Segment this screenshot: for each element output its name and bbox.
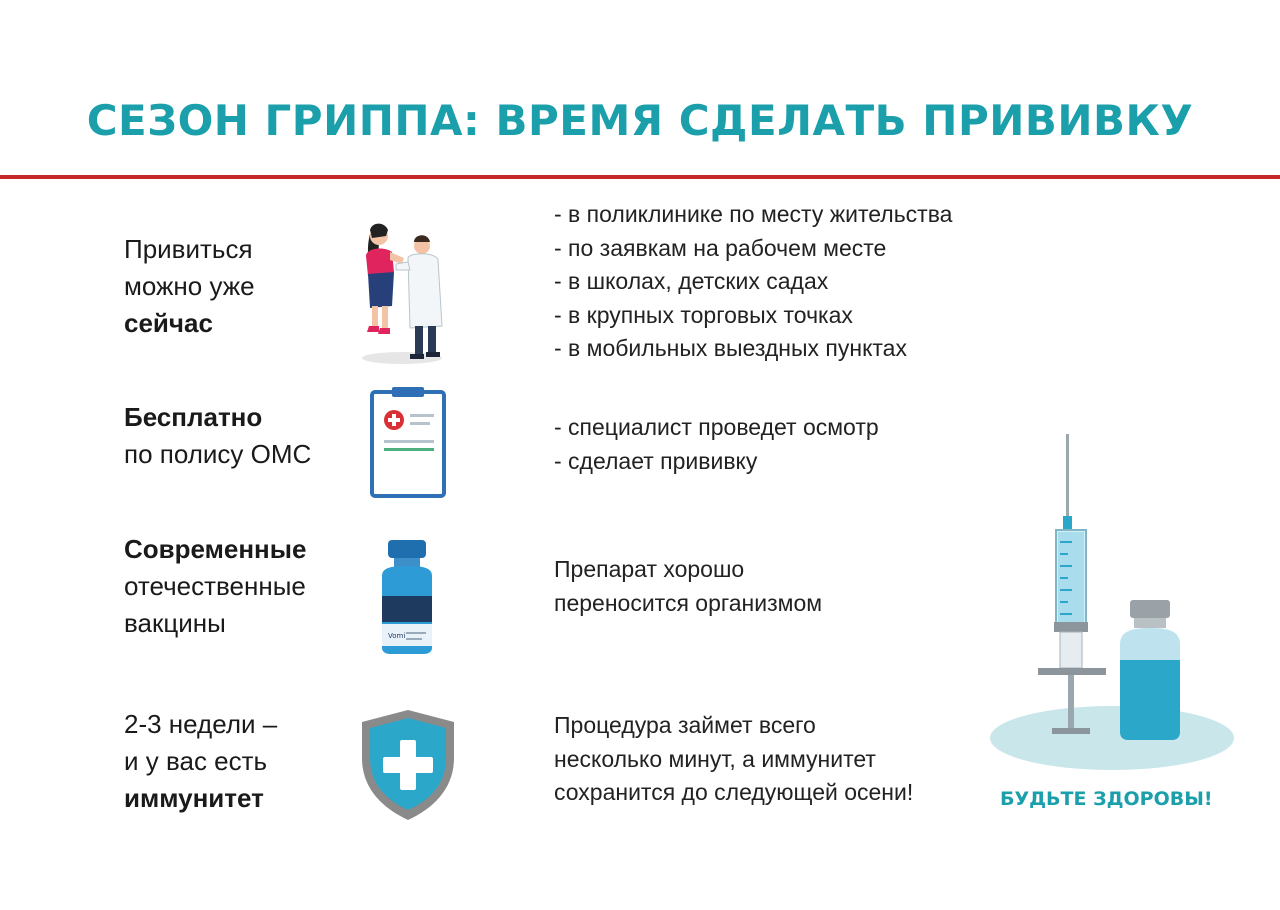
list-item: - специалист проведет осмотр bbox=[554, 414, 879, 440]
row-1-heading-line: сейчас bbox=[124, 308, 213, 338]
row-4-heading-line: иммунитет bbox=[124, 783, 264, 813]
list-item: Процедура займет всего bbox=[554, 712, 816, 738]
row-1-heading-line: Привиться bbox=[124, 234, 253, 264]
page-title: СЕЗОН ГРИППА: ВРЕМЯ СДЕЛАТЬ ПРИВИВКУ bbox=[86, 96, 1194, 145]
medical-shield-icon bbox=[356, 706, 460, 824]
row-3-heading-line: Современные bbox=[124, 534, 307, 564]
row-3-heading-line: вакцины bbox=[124, 608, 226, 638]
list-item: сохранится до следующей осени! bbox=[554, 779, 914, 805]
row-2-heading-line: по полису ОМС bbox=[124, 439, 312, 469]
row-2-heading-line: Бесплатно bbox=[124, 402, 263, 432]
farewell-message: БУДЬТЕ ЗДОРОВЫ! bbox=[1000, 788, 1213, 810]
list-item: - в крупных торговых точках bbox=[554, 301, 853, 328]
row-2-heading bbox=[124, 399, 311, 473]
row-4-details bbox=[554, 709, 913, 810]
title-divider bbox=[0, 175, 1280, 179]
row-3-heading-line: отечественные bbox=[124, 571, 306, 601]
list-item: - в школах, детских садах bbox=[554, 268, 829, 294]
row-2-details bbox=[554, 411, 879, 478]
vaccine-vial-icon bbox=[376, 538, 438, 656]
list-item: - в поликлинике по месту жительства bbox=[554, 201, 953, 227]
row-1-heading bbox=[124, 231, 255, 342]
row-1-heading-line: можно уже bbox=[124, 271, 255, 301]
doctor-vaccinating-patient-icon bbox=[352, 218, 452, 366]
list-item: несколько минут, а иммунитет bbox=[554, 745, 876, 772]
medical-clipboard-icon bbox=[366, 386, 450, 502]
row-4-heading bbox=[124, 706, 277, 817]
vial-label: Vomi bbox=[388, 632, 406, 640]
row-3-details bbox=[554, 553, 822, 620]
list-item: - сделает прививку bbox=[554, 447, 758, 474]
row-4-heading-line: и у вас есть bbox=[124, 746, 268, 776]
row-1-details bbox=[554, 198, 952, 366]
list-item: - по заявкам на рабочем месте bbox=[554, 234, 887, 261]
syringe-and-vial-icon bbox=[986, 432, 1238, 778]
list-item: - в мобильных выездных пунктах bbox=[554, 335, 907, 361]
list-item: Препарат хорошо bbox=[554, 556, 745, 582]
list-item: переносится организмом bbox=[554, 589, 823, 616]
row-3-heading bbox=[124, 531, 306, 642]
row-4-heading-line: 2-3 недели – bbox=[124, 709, 278, 739]
